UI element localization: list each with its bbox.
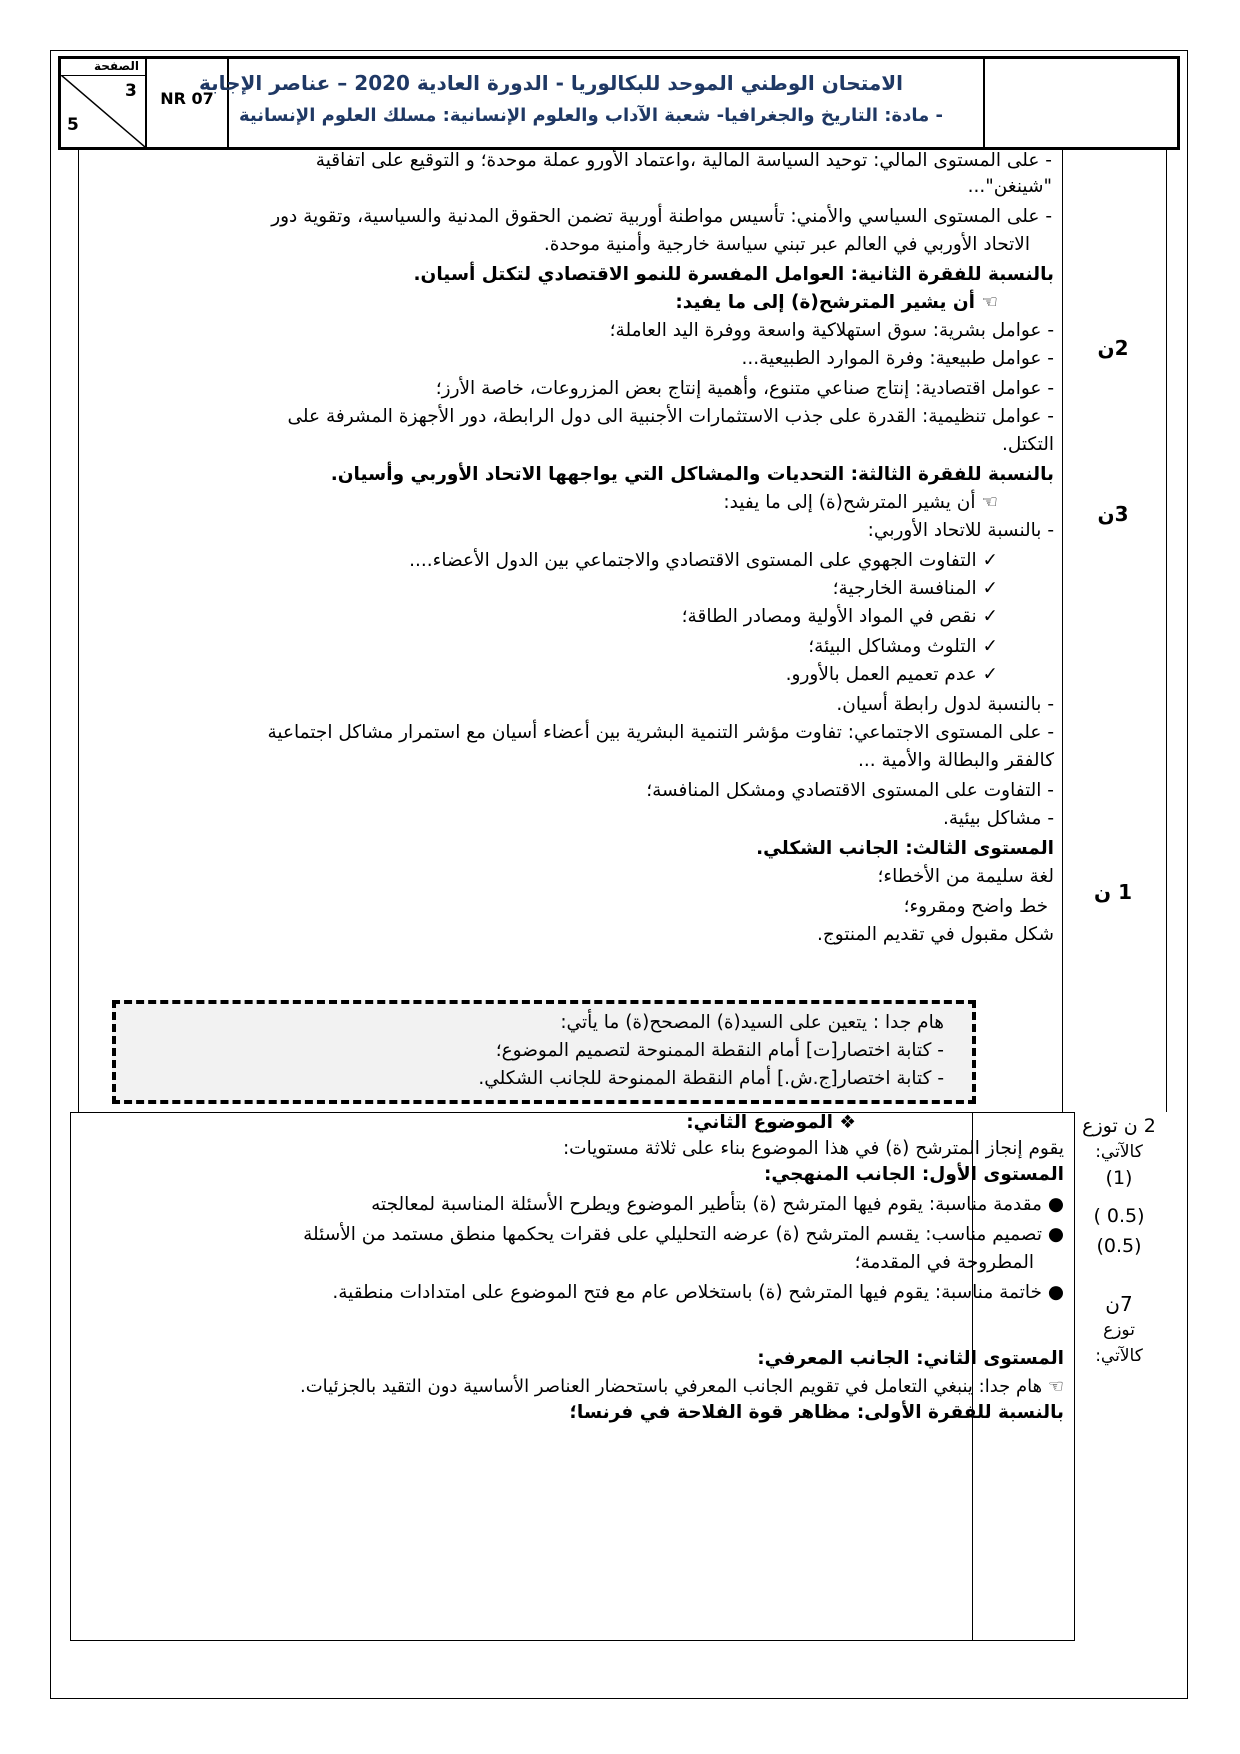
form-handwriting: خط واضح ومقروء؛ [903, 896, 1048, 917]
asean-heading: - بالنسبة لدول رابطة أسيان. [836, 694, 1054, 715]
note-line-2: - كتابة اختصار[ت] أمام النقطة الممنوحة لتصميم الموضوع؛ [495, 1040, 944, 1061]
page-label: الصفحة [93, 59, 139, 73]
score-column-border [1062, 150, 1063, 1112]
score-method-total: 2 ن توزع [1082, 1115, 1156, 1137]
note-line-1: هام جدا : يتعين على السيد(ة) المصحح(ة) ما يأتي: [560, 1012, 944, 1033]
exam-header [58, 56, 1180, 150]
score-paragraph3: 3ن [1097, 502, 1129, 526]
score-method-label: كالآتي: [1095, 1142, 1143, 1162]
score-conclusion: (0.5) [1096, 1235, 1142, 1257]
page-total: 5 [67, 115, 79, 135]
important-note-box [112, 1000, 976, 1104]
score-knowledge-total: 7ن [1105, 1292, 1133, 1316]
score-plan: (0.5 ) [1093, 1205, 1145, 1227]
method-level-heading: المستوى الأول: الجانب المنهجي: [763, 1164, 1064, 1185]
political-level-line: - على المستوى السياسي والأمني: تأسيس مواطنة أوربية تضمن الحقوق المدنية والسياسية، وتقوية دور [271, 206, 1052, 227]
asean-economic: - التفاوت على المستوى الاقتصادي ومشكل المنافسة؛ [646, 780, 1054, 801]
score-intro: (1) [1105, 1167, 1133, 1189]
eu-challenge-5: ✓ عدم تعميم العمل بالأورو. [785, 664, 998, 685]
financial-level-line: - على المستوى المالي: توحيد السياسة المالية ،واعتماد الأورو عملة موحدة؛ و التوقيع على اتفاقية [315, 150, 1052, 171]
factor-human: - عوامل بشرية: سوق استهلاكية واسعة ووفرة اليد العاملة؛ [609, 320, 1054, 341]
topic2-intro: يقوم إنجاز المترشح (ة) في هذا الموضوع بناء على ثلاثة مستويات: [562, 1138, 1064, 1159]
factor-organizational-2: التكتل. [1001, 434, 1054, 455]
exam-code: NR 07 [160, 89, 214, 108]
topic2-paragraph1-heading: بالنسبة للفقرة الأولى: مظاهر قوة الفلاحة في فرنسا؛ [569, 1402, 1064, 1423]
form-presentation: شكل مقبول في تقديم المنتوج. [816, 924, 1054, 945]
schengen-line: "شينغن"... [967, 176, 1052, 197]
note-line-3: - كتابة اختصار[ج.ش.] أمام النقطة الممنوحة للجانب الشكلي. [478, 1068, 944, 1089]
page-number-cell [61, 59, 147, 147]
paragraph2-subheading: ☜ أن يشير المترشح(ة) إلى ما يفيد: [675, 292, 998, 313]
method-conclusion: ● خاتمة مناسبة: يقوم فيها المترشح (ة) باستخلاص عام مع فتح الموضوع على امتدادات منطقية. [332, 1282, 1064, 1303]
exam-subtitle: - مادة: التاريخ والجغرافيا- شعبة الآداب والعلوم الإنسانية: مسلك العلوم الإنسانية [238, 105, 943, 126]
political-level-line-2: الاتحاد الأوربي في العالم عبر تبني سياسة خارجية وأمنية موحدة. [543, 234, 1030, 255]
asean-social: - على المستوى الاجتماعي: تفاوت مؤشر التنمية البشرية بين أعضاء أسيان مع استمرار مشاكل اجتماعية [267, 722, 1054, 743]
level3-heading: المستوى الثالث: الجانب الشكلي. [756, 838, 1054, 859]
form-language: لغة سليمة من الأخطاء؛ [877, 866, 1054, 887]
empty-header-cell [985, 59, 1177, 147]
paragraph3-subheading: ☜ أن يشير المترشح(ة) إلى ما يفيد: [723, 492, 998, 513]
title-cell [198, 59, 985, 147]
paragraph3-heading: بالنسبة للفقرة الثالثة: التحديات والمشاكل التي يواجهها الاتحاد الأوربي وأسيان. [330, 464, 1054, 485]
score-knowledge-label: توزع [1103, 1320, 1135, 1340]
score-knowledge-label-2: كالآتي: [1095, 1346, 1143, 1366]
score-paragraph2: 2ن [1097, 336, 1129, 360]
eu-challenge-4: ✓ التلوث ومشاكل البيئة؛ [808, 636, 998, 657]
eu-challenge-2: ✓ المنافسة الخارجية؛ [832, 578, 998, 599]
knowledge-important-note: ☜ هام جدا: ينبغي التعامل في تقويم الجانب المعرفي باستحضار العناصر الأساسية دون التقيد بالجزئيات. [300, 1376, 1064, 1397]
score-form: 1 ن [1094, 880, 1132, 904]
table-left-border [78, 150, 79, 1112]
method-plan-2: المطروحة في المقدمة؛ [854, 1252, 1034, 1273]
method-introduction: ● مقدمة مناسبة: يقوم فيها المترشح (ة) بتأطير الموضوع ويطرح الأسئلة المناسبة لمعالجته [371, 1194, 1064, 1215]
eu-heading: - بالنسبة للاتحاد الأوربي: [867, 520, 1054, 541]
asean-environment: - مشاكل بيئية. [943, 808, 1054, 829]
paragraph2-heading: بالنسبة للفقرة الثانية: العوامل المفسرة للنمو الاقتصادي لتكتل أسيان. [413, 264, 1054, 285]
factor-organizational: - عوامل تنظيمية: القدرة على جذب الاستثمارات الأجنبية الى دول الرابطة، دور الأجهزة المشرفة على [287, 406, 1054, 427]
exam-title: الامتحان الوطني الموحد للبكالوريا - الدورة العادية 2020 – عناصر الإجابة [198, 71, 903, 95]
eu-challenge-3: ✓ نقص في المواد الأولية ومصادر الطاقة؛ [681, 606, 998, 627]
method-plan: ● تصميم مناسب: يقسم المترشح (ة) عرضه التحليلي على فقرات يحكمها منطق مستمد من الأسئلة [303, 1224, 1064, 1245]
factor-natural: - عوامل طبيعية: وفرة الموارد الطبيعية... [741, 348, 1054, 369]
eu-challenge-1: ✓ التفاوت الجهوي على المستوى الاقتصادي والاجتماعي بين الدول الأعضاء.... [409, 550, 998, 571]
page-current: 3 [125, 81, 137, 101]
asean-social-2: كالفقر والبطالة والأمية ... [858, 750, 1054, 771]
knowledge-level-heading: المستوى الثاني: الجانب المعرفي: [757, 1348, 1064, 1369]
factor-economic: - عوامل اقتصادية: إنتاج صناعي متنوع، وأهمية إنتاج بعض المزروعات، خاصة الأرز؛ [435, 378, 1054, 399]
topic2-heading: ❖ الموضوع الثاني: [686, 1112, 856, 1133]
